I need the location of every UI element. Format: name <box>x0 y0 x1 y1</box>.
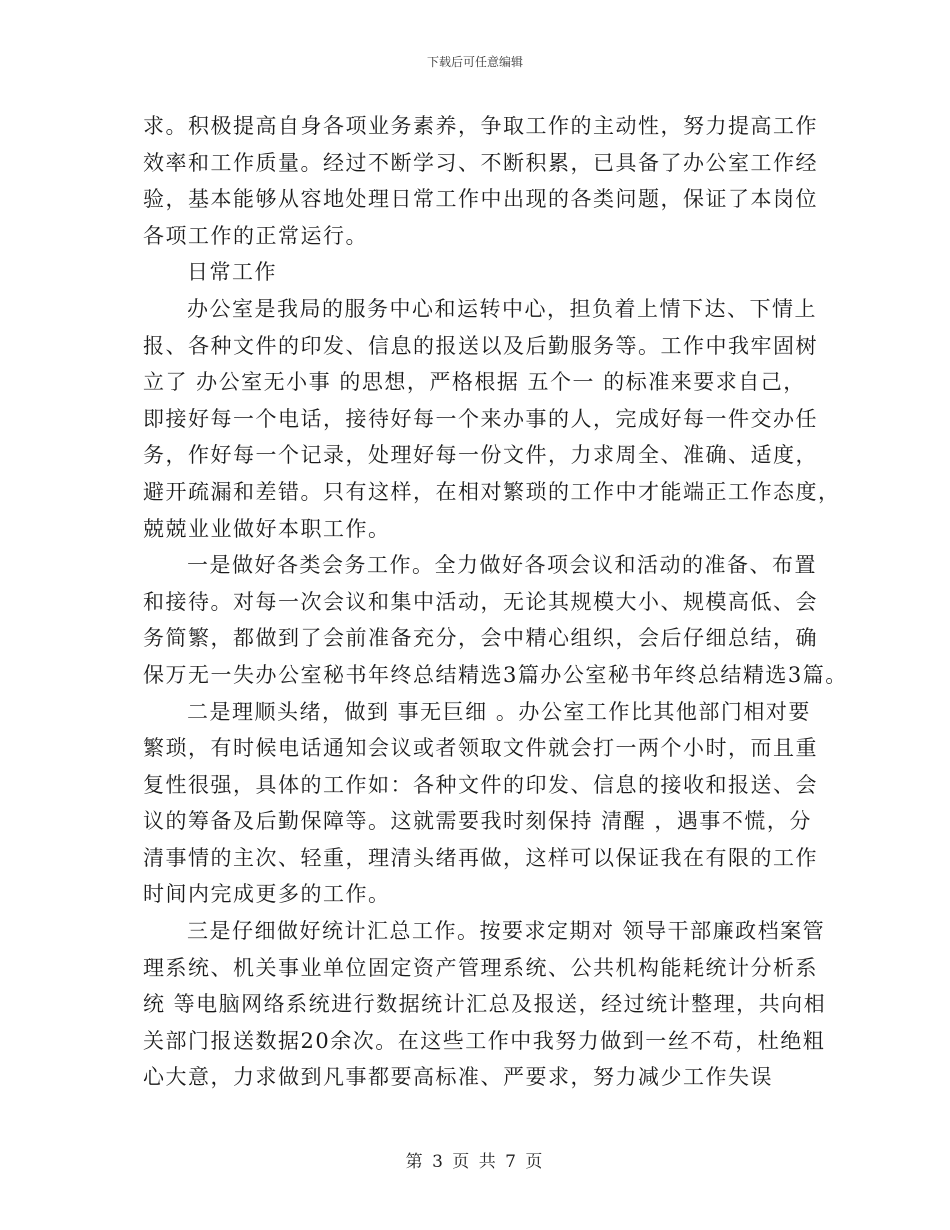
text-line: 即接好每一个电话，接待好每一个来办事的人，完成好每一件交办任 <box>143 406 818 431</box>
text-line: 议的筹备及后勤保障等。这就需要我时刻保持 清醒 ，遇事不慌，分 <box>143 809 812 834</box>
text-line: 统 等电脑网络系统进行数据统计汇总及报送，经过统计整理，共向相 <box>143 992 827 1017</box>
text-line: 效率和工作质量。经过不断学习、不断积累，已具备了办公室工作经 <box>143 150 818 175</box>
text-line: 立了 办公室无小事 的思想，严格根据 五个一 的标准来要求自己， <box>143 370 806 395</box>
text-line: 繁琐，有时候电话通知会议或者领取文件就会打一两个小时，而且重 <box>143 736 818 761</box>
text-line: 求。积极提高自身各项业务素养，争取工作的主动性，努力提高工作 <box>143 114 818 138</box>
document-body <box>143 108 848 1096</box>
text-line: 避开疏漏和差错。只有这样，在相对繁琐的工作中才能端正工作态度， <box>143 479 841 504</box>
page-header: 下载后可任意编辑 <box>426 55 523 69</box>
text-line: 三是仔细做好统计汇总工作。按要求定期对 领导干部廉政档案管 <box>187 919 826 944</box>
text-line: 理系统、机关事业单位固定资产管理系统、公共机构能耗统计分析系 <box>143 955 818 980</box>
text-line: 报、各种文件的印发、信息的报送以及后勤服务等。工作中我牢固树 <box>143 333 818 358</box>
text-line: 心大意，力求做到凡事都要高标准、严要求，努力减少工作失误 <box>143 1065 773 1090</box>
text-line: 时间内完成更多的工作。 <box>143 882 391 907</box>
text-line: 务，作好每一个记录，处理好每一份文件，力求周全、准确、适度， <box>143 443 818 468</box>
text-line: 保万无一失办公室秘书年终总结精选3篇办公室秘书年终总结精选3篇。 <box>143 662 848 687</box>
text-line: 办公室是我局的服务中心和运转中心，担负着上情下达、下情上 <box>187 296 817 321</box>
text-line: 复性很强，具体的工作如：各种文件的印发、信息的接收和报送、会 <box>143 772 818 797</box>
text-line: 二是理顺头绪，做到 事无巨细 。办公室工作比其他部门相对要 <box>187 699 811 724</box>
text-line: 务简繁，都做到了会前准备充分，会中精心组织，会后仔细总结，确 <box>143 626 818 651</box>
text-line: 清事情的主次、轻重，理清头绪再做，这样可以保证我在有限的工作 <box>143 845 818 870</box>
text-line: 关部门报送数据20余次。在这些工作中我努力做到一丝不苟，杜绝粗 <box>143 1028 826 1053</box>
text-line: 和接待。对每一次会议和集中活动，无论其规模大小、规模高低、会 <box>143 589 818 614</box>
text-line: 兢兢业业做好本职工作。 <box>143 516 391 541</box>
text-line: 一是做好各类会务工作。全力做好各项会议和活动的准备、布置 <box>187 553 817 578</box>
text-line: 验，基本能够从容地处理日常工作中出现的各类问题，保证了本岗位 <box>143 187 818 212</box>
page-number-footer: 第 3 页 共 7 页 <box>405 1152 545 1172</box>
text-line: 各项工作的正常运行。 <box>143 223 368 248</box>
text-line: 日常工作 <box>187 260 277 285</box>
